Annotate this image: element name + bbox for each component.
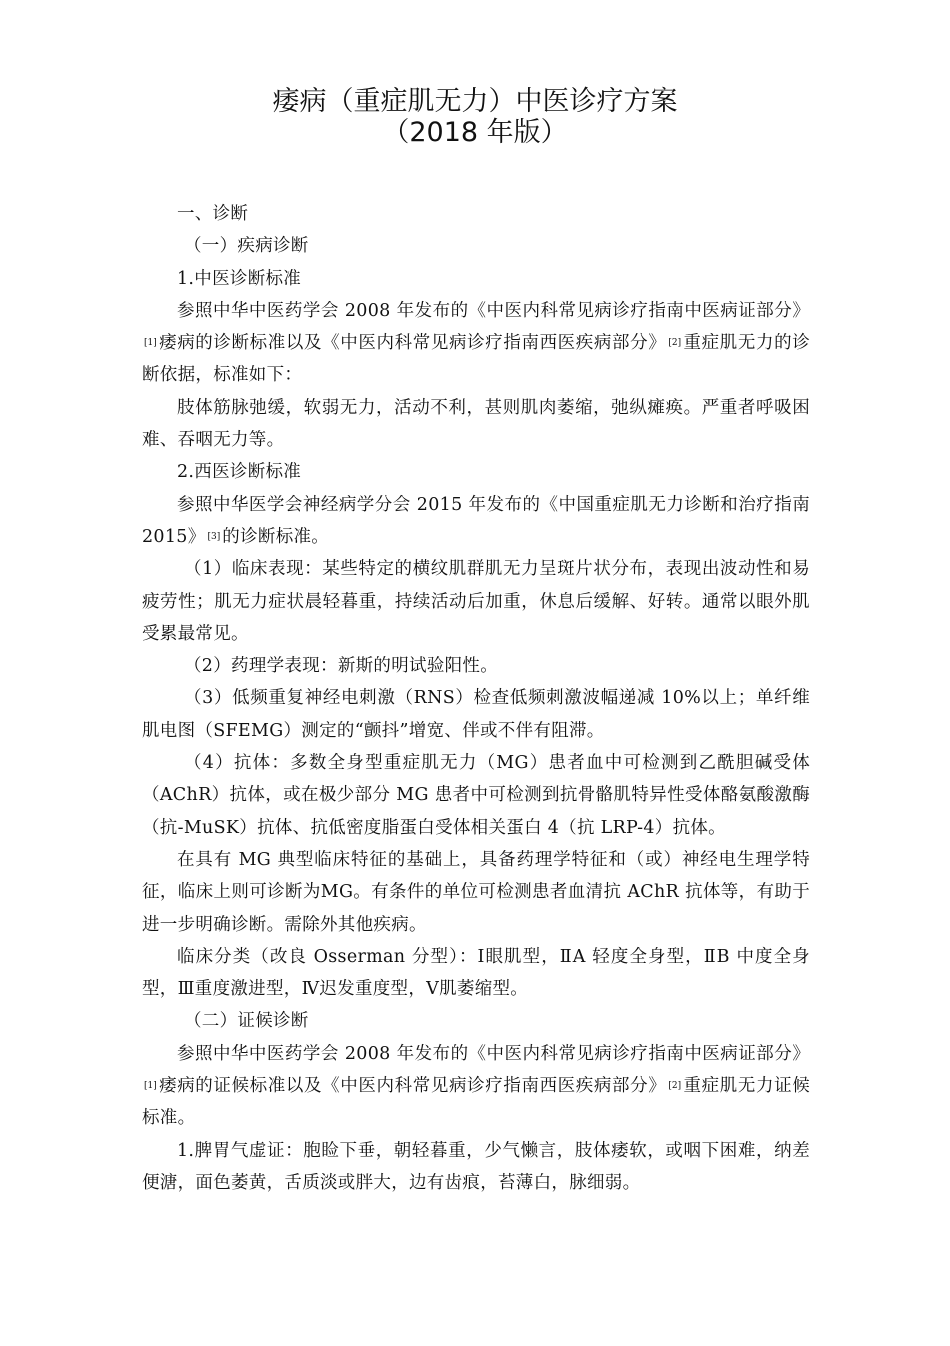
document-subtitle-edition: （2018 年版） <box>382 117 568 148</box>
paragraph-electrophysiology: （3）低频重复神经电刺激（RNS）检查低频刺激波幅递减 10%以上；单纤维肌电图（SFEMG）测定的“颤抖”增宽、伴或不伴有阻滞。 <box>142 688 810 741</box>
paragraph-clinical-manifestation: （1）临床表现：某些特定的横纹肌群肌无力呈斑片状分布，表现出波动性和易疲劳性；肌无力症状晨轻暮重，持续活动后加重，休息后缓解、好转。通常以眼外肌受累最常见。 <box>142 559 810 644</box>
paragraph-syndrome-reference <box>142 1038 810 1135</box>
citation-ref-1b: [1] <box>144 1081 157 1092</box>
section-heading-diagnosis: 一、诊断 <box>177 204 249 224</box>
paragraph-pharmacology: （2）药理学表现：新斯的明试验阳性。 <box>184 656 499 677</box>
document-body <box>142 198 810 1199</box>
citation-ref-2b: [2] <box>668 1081 682 1092</box>
citation-ref-2: [2] <box>668 338 682 349</box>
heading-western-criteria: 2.西医诊断标准 <box>177 462 302 483</box>
text-run: 参照中华中医药学会 2008 年发布的《中医内科常见病诊疗指南中医病证部分》 <box>177 1043 810 1064</box>
paragraph-diagnosis-basis: 在具有 MG 典型临床特征的基础上，具备药理学特征和（或）神经电生理学特征，临床上则可诊断为MG。有条件的单位可检测患者血清抗 AChR 抗体等，有助于进一步明确诊断。需除外其他疾病。 <box>142 849 810 935</box>
text-run: 痿病的诊断标准以及《中医内科常见病诊疗指南西医疾病部分》 <box>158 333 667 354</box>
subsection-heading-disease-diagnosis: （一）疾病诊断 <box>184 236 309 257</box>
text-run: 重症肌无力的诊断依据，标准如下： <box>142 333 810 386</box>
text-run: 参照中华医学会神经病学分会 2015 年发布的《中国重症肌无力诊断和治疗指南 2015》 <box>142 494 810 547</box>
document-title: 痿病（重症肌无力）中医诊疗方案 <box>272 86 678 117</box>
text-run: 重症肌无力证候标准。 <box>142 1076 810 1129</box>
text-run: 参照中华中医药学会 2008 年发布的《中医内科常见病诊疗指南中医病证部分》 <box>177 300 810 321</box>
paragraph-clinical-classification: 临床分类（改良 Osserman 分型）：Ⅰ眼肌型，ⅡA 轻度全身型，ⅡB 中度全身型，Ⅲ重度激进型，Ⅳ迟发重度型，Ⅴ肌萎缩型。 <box>142 946 810 1000</box>
paragraph-antibodies: （4）抗体：多数全身型重症肌无力（MG）患者血中可检测到乙酰胆碱受体（AChR）抗体，或在极少部分 MG 患者中可检测到抗骨骼肌特异性受体酪氨酸激酶（抗-MuSK）抗体、抗低密度脂蛋白受体相关蛋白 4（抗 LRP-4）抗体。 <box>142 753 810 838</box>
subsection-heading-syndrome-diagnosis: （二）证候诊断 <box>184 1011 309 1032</box>
heading-tcm-criteria: 1.中医诊断标准 <box>177 268 302 289</box>
text-run: 的诊断标准。 <box>222 526 330 547</box>
citation-ref-3: [3] <box>207 531 221 542</box>
citation-ref-1: [1] <box>144 338 157 349</box>
text-run: 痿病的证候标准以及《中医内科常见病诊疗指南西医疾病部分》 <box>158 1076 667 1097</box>
paragraph-western-reference <box>142 489 810 554</box>
paragraph-symptoms: 肢体筋脉弛缓，软弱无力，活动不利，甚则肌肉萎缩，弛纵瘫痪。严重者呼吸困难、吞咽无力等。 <box>142 397 810 451</box>
paragraph-spleen-stomach-qi-deficiency: 1.脾胃气虚证：胞睑下垂，朝轻暮重，少气懒言，肢体痿软，或咽下困难，纳差便溏，面色萎黄，舌质淡或胖大，边有齿痕，苔薄白，脉细弱。 <box>142 1140 810 1193</box>
paragraph-tcm-reference <box>142 295 810 392</box>
